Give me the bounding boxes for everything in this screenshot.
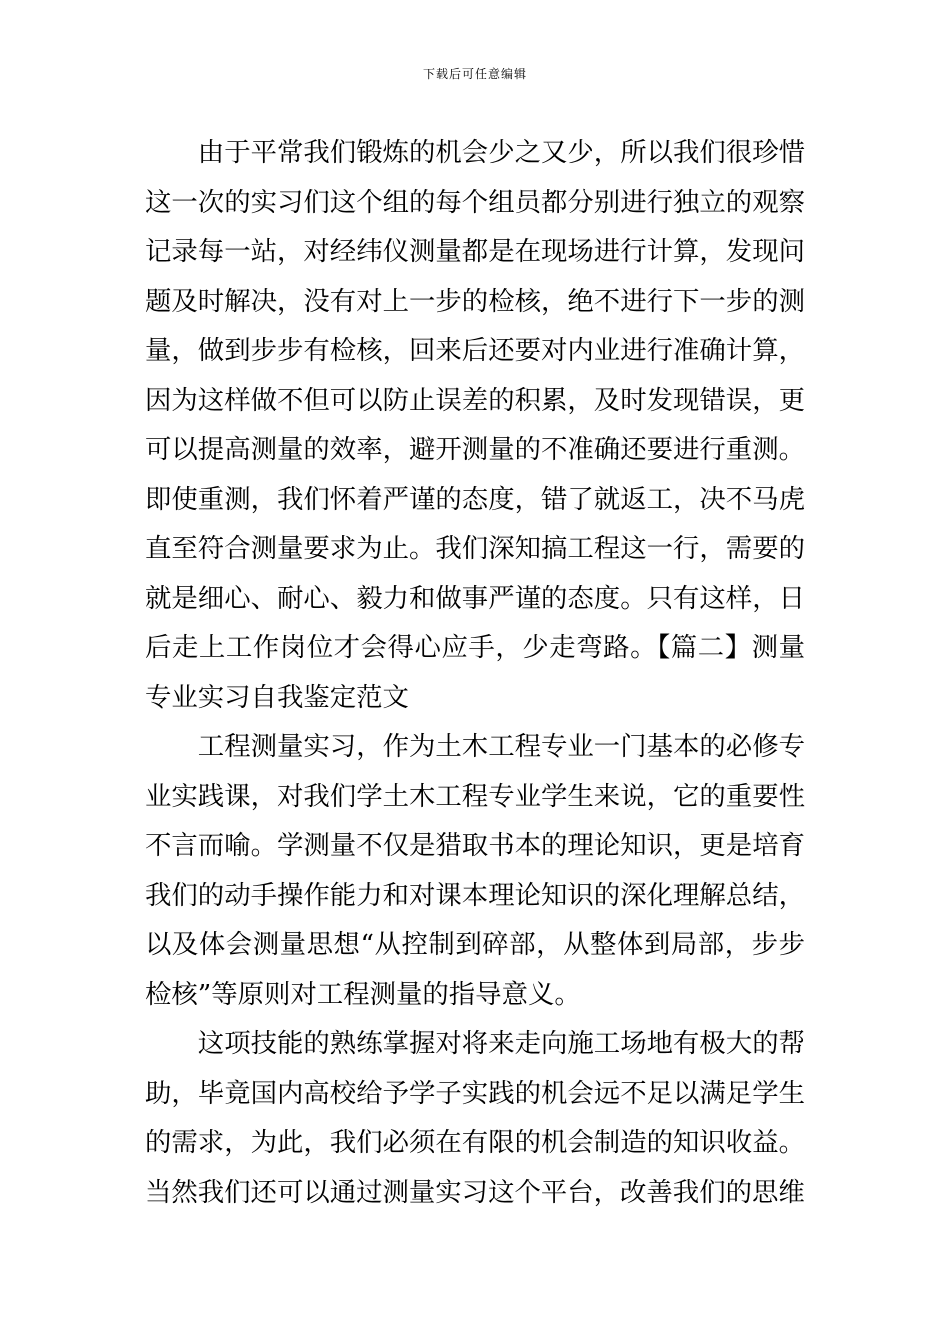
paragraph-2: 工程测量实习，作为土木工程专业一门基本的必修专业实践课，对我们学土木工程专业学生来说，它的重要性不言而喻。学测量不仅是猎取书本的理论知识，更是培育我们的动手操作能力和对课本理论知识的深化理解总结，以及体会测量思想“从控制到碎部，从整体到局部，步步检核”等原则对工程测量的指导意义。 xyxy=(145,731,805,1010)
paragraph-1: 由于平常我们锻炼的机会少之又少，所以我们很珍惜这一次的实习们这个组的每个组员都分别进行独立的观察记录每一站，对经纬仪测量都是在现场进行计算，发现问题及时解决，没有对上一步的检核，绝不进行下一步的测量，做到步步有检核，回来后还要对内业进行准确计算，因为这样做不但可以防止误差的积累，及时发现错误，更可以提高测量的效率，避开测量的不准确还要进行重测。即使重测，我们怀着严谨的态度，错了就返工，决不马虎直至符合测量要求为止。我们深知搞工程这一行，需要的就是细心、耐心、毅力和做事严谨的态度。只有这样，日后走上工作岗位才会得心应手，少走弯路。【篇二】测量专业实习自我鉴定范文 xyxy=(145,137,805,713)
document-body xyxy=(145,128,805,1217)
paragraph-3: 这项技能的熟练掌握对将来走向施工场地有极大的帮助，毕竟国内高校给予学子实践的机会远不足以满足学生的需求，为此，我们必须在有限的机会制造的知识收益。当然我们还可以通过测量实习这个平台，改善我们的思维 xyxy=(145,1028,805,1208)
header-note: 下载后可任意编辑 xyxy=(422,67,527,81)
